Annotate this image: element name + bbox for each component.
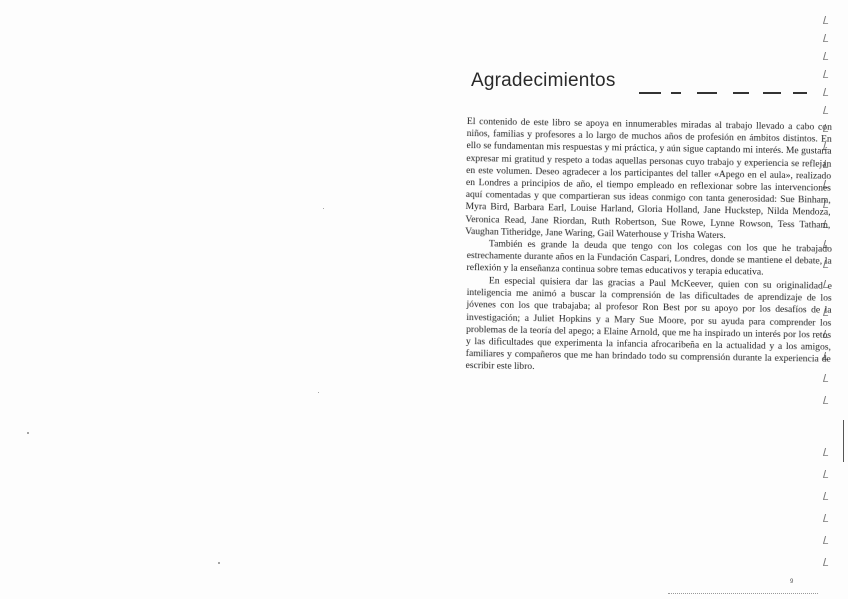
edge-mark [823,106,830,114]
scan-speck [218,562,220,564]
binding-line [843,420,844,462]
page-number: 9 [790,579,794,585]
heading-block [471,70,831,102]
scan-speck [27,432,29,434]
heading-rule-dash [671,92,681,94]
edge-mark [823,536,830,544]
edge-mark [823,396,830,404]
scan-speck [318,392,319,393]
edge-mark [823,448,830,456]
heading-rule-dash [793,92,807,94]
edge-mark [823,52,830,60]
page-title: Agradecimientos [471,70,616,91]
footer-scan-line [668,593,818,595]
edge-mark [823,514,830,522]
paragraph: El contenido de este libro se apoya en innumerables miradas al trabajo llevado a cabo con niños, familias y profesores a lo largo de muchos años de profesión en ámbitos distintos. En ello se fundamentan mis respuestas y mi práctica, y aún sigue captando mi interés. Me gustaría expresar mi gratitud y respeto a todas aquellas personas cuyo trabajo y experiencia se reflejan en este volumen. Deseo agradecer a los participantes del taller «Apego en el aula», realizado en Londres a principios de año, el tiempo empleado en reflexionar sobre las intervenciones aquí comentadas y que compartieran sus ideas conmigo con tanta generosidad: Sue Binham, Myra Bird, Barbara Earl, Louise Harland, Gloria Holland, Jane Huckstep, Nilda Mendoza, Veronica Read, Jane Riordan, Ruth Robertson, Sue Rowe, Lynne Rowson, Tess Tatham, Vaughan Titheridge, Jane Waring, Gail Waterhouse y Trisha Waters. [465,116,832,241]
edge-mark [823,16,830,24]
heading-rule-dash [639,92,661,94]
heading-rule-dash [733,92,749,94]
acknowledgements-body [467,116,832,372]
paragraph: También es grande la deuda que tengo con los colegas con los que he trabajado estrechamente durante años en la Fundación Caspari, Londres, donde se mantiene el debate, la reflexión y la enseñanza continua sobre temas educativos y terapia educativa. [466,238,832,279]
edge-mark [823,34,830,42]
edge-mark [823,558,830,566]
paragraph: En especial quisiera dar las gracias a Paul McKeever, quien con su originalidad e inteligencia me animó a buscar la comprensión de las dificultades de aprendizaje de los jóvenes con los que trabajaba; al profesor Ron Best por su apoyo por los desafíos de la investigación; a Juliet Hopkins y a Mary Sue Moore, por su ayuda para comprender los problemas de la teoría del apego; a Elaine Arnold, que me ha inspirado un interés por los retos y las dificultades que experimenta la infancia afrocaribeña en la actualidad y a los amigos, familiares y compañeros que me han brindado todo su comprensión durante la experiencia de escribir este libro. [465,274,832,373]
scan-speck [323,208,324,209]
heading-rule-dash [763,92,781,94]
heading-rule-dash [697,92,717,94]
edge-mark [823,470,830,478]
edge-mark [823,492,830,500]
